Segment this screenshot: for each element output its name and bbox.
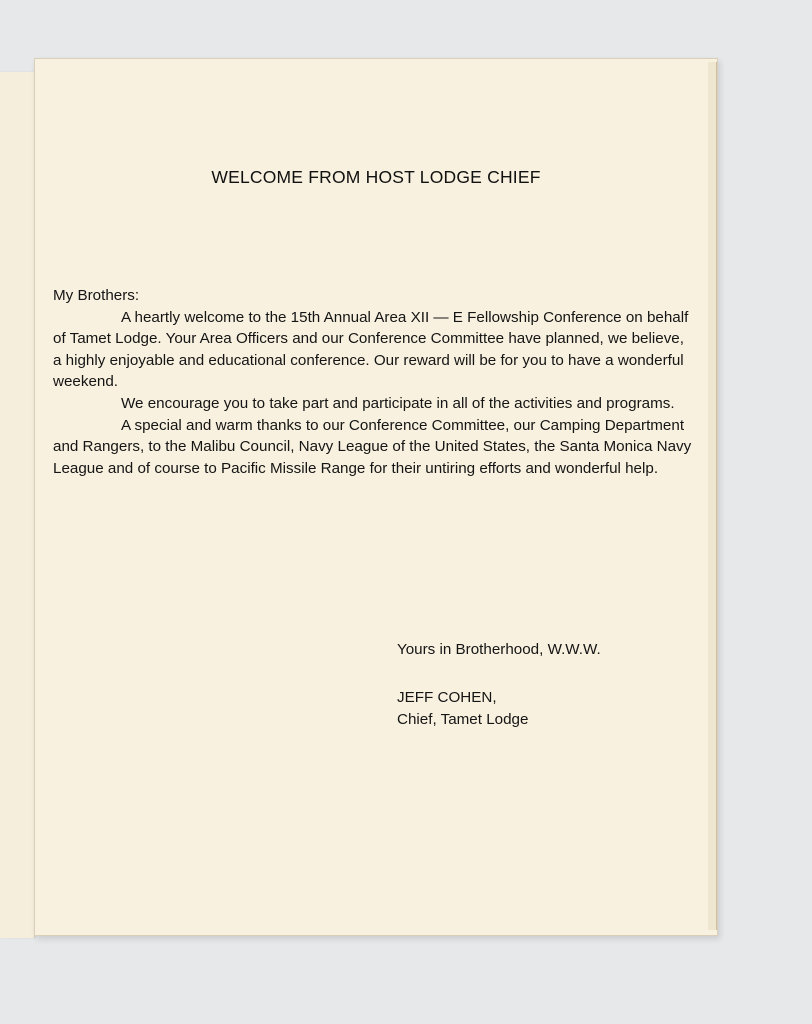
closing-line: Yours in Brotherhood, W.W.W. — [397, 641, 601, 658]
show-through-background — [75, 139, 715, 979]
letter-body — [53, 285, 693, 479]
signature-title: Chief, Tamet Lodge — [397, 711, 529, 728]
page-stack-edge — [708, 62, 717, 930]
signature-name: JEFF COHEN, — [397, 689, 497, 706]
page-title: WELCOME FROM HOST LODGE CHIEF — [211, 167, 541, 187]
paragraph-2: We encourage you to take part and participate in all of the activities and programs. — [121, 394, 675, 412]
signature-block — [397, 687, 528, 731]
left-page-edge — [0, 72, 35, 938]
paragraph-3: A special and warm thanks to our Conference Committee, our Camping Department and Rangers, to the Malibu Council, Navy League of the United States, the Santa Monica Navy League and of course to Pacific Missile Range for their untiring efforts and wonderful help. — [53, 416, 692, 477]
booklet-page — [34, 58, 718, 936]
paragraph-1: A heartly welcome to the 15th Annual Area XII — E Fellowship Conference on behalf of Tamet Lodge. Your Area Officers and our Conference Committee have planned, we believe, a highly enjoyable and educational conference. Our reward will be for you to have a wonderful weekend. — [53, 308, 689, 391]
salutation: My Brothers: — [53, 287, 140, 304]
